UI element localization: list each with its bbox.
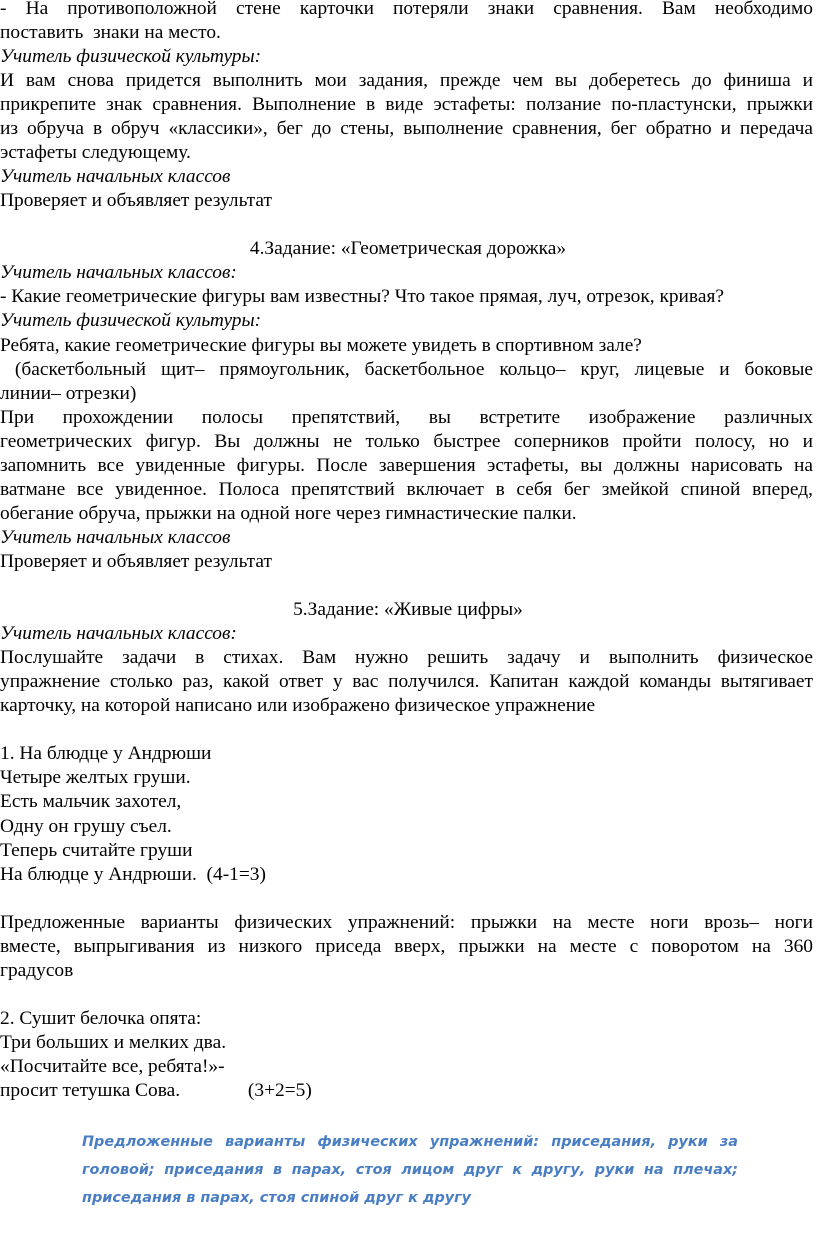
text-line: - Какие геометрические фигуры вам известны? Что такое прямая, луч, отрезок, кривая? [0,286,724,307]
text-line: Послушайте задачи в стихах. Вам нужно решить задачу и выполнить физическое [0,647,813,668]
note-line: головой; приседания в парах, стоя лицом друг к другу, руки на плечах; [82,1162,738,1178]
note-line: Предложенные варианты физических упражнений: приседания, руки за [82,1134,738,1150]
text-line: просит тетушка Сова. (3+2=5) [0,1080,312,1101]
text-line: Проверяет и объявляет результат [0,190,272,211]
text-line: Одну он грушу съел. [0,816,172,837]
text-line: Предложенные варианты физических упражнений: прыжки на месте ноги врозь– ноги [0,912,813,933]
section-heading: 4.Задание: «Геометрическая дорожка» [249,238,567,259]
text-line: Четыре желтых груши. [0,767,191,788]
text-line: (баскетбольный щит– прямоугольник, баскетбольное кольцо– круг, лицевые и боковые [0,359,813,380]
text-line: И вам снова придется выполнить мои задания, прежде чем вы доберетесь до финиша и [0,70,813,91]
text-line: эстафеты следующему. [0,142,191,163]
text-line: - На противоположной стене карточки потеряли знаки сравнения. Вам необходимо [0,0,813,19]
text-line: При прохождении полосы препятствий, вы встретите изображение различных [0,407,813,428]
text-line: «Посчитайте все, ребята!»- [0,1056,225,1077]
speaker-label: Учитель начальных классов: [0,262,237,283]
text-line: поставить знаки на место. [0,22,221,43]
text-line: геометрических фигур. Вы должны не только быстрее соперников пройти полосу, но и [0,431,813,452]
text-line: упражнение столько раз, какой ответ у вас получился. Капитан каждой команды вытягивает [0,671,813,692]
text-line: Ребята, какие геометрические фигуры вы можете увидеть в спортивном зале? [0,335,642,356]
speaker-label: Учитель начальных классов [0,166,231,187]
text-line: обегание обруча, прыжки на одной ноге через гимнастические палки. [0,503,577,524]
text-line: На блюдце у Андрюши. (4-1=3) [0,864,266,885]
text-line: прикрепите знак сравнения. Выполнение в виде эстафеты: ползание по-пластунски, прыжки [0,94,813,115]
speaker-label: Учитель физической культуры: [0,310,262,331]
note-line: приседания в парах, стоя спиной друг к другу [82,1190,472,1206]
speaker-label: Учитель физической культуры: [0,46,262,67]
text-line: градусов [0,960,74,981]
text-line: запомнить все увиденные фигуры. После завершения эстафеты, вы должны нарисовать на [0,455,813,476]
text-line: Три больших и мелких два. [0,1032,227,1053]
text-line: из обруча в обруч «классики», бег до стены, выполнение сравнения, бег обратно и передача [0,118,813,139]
text-line: 2. Сушит белочка опята: [0,1008,202,1029]
speaker-label: Учитель начальных классов [0,527,231,548]
text-line: линии– отрезки) [0,383,137,404]
text-line: карточку, на которой написано или изображено физическое упражнение [0,695,596,716]
text-line: ватмане все увиденное. Полоса препятствий включает в себя бег змейкой спиной вперед, [0,479,813,500]
text-line: Проверяет и объявляет результат [0,551,272,572]
text-line: 1. На блюдце у Андрюши [0,743,212,764]
speaker-label: Учитель начальных классов: [0,623,237,644]
text-line: Теперь считайте груши [0,840,193,861]
section-heading: 5.Задание: «Живые цифры» [293,599,523,620]
text-line: вместе, выпрыгивания из низкого приседа вверх, прыжки на месте с поворотом на 360 [0,936,813,957]
text-line: Есть мальчик захотел, [0,791,182,812]
